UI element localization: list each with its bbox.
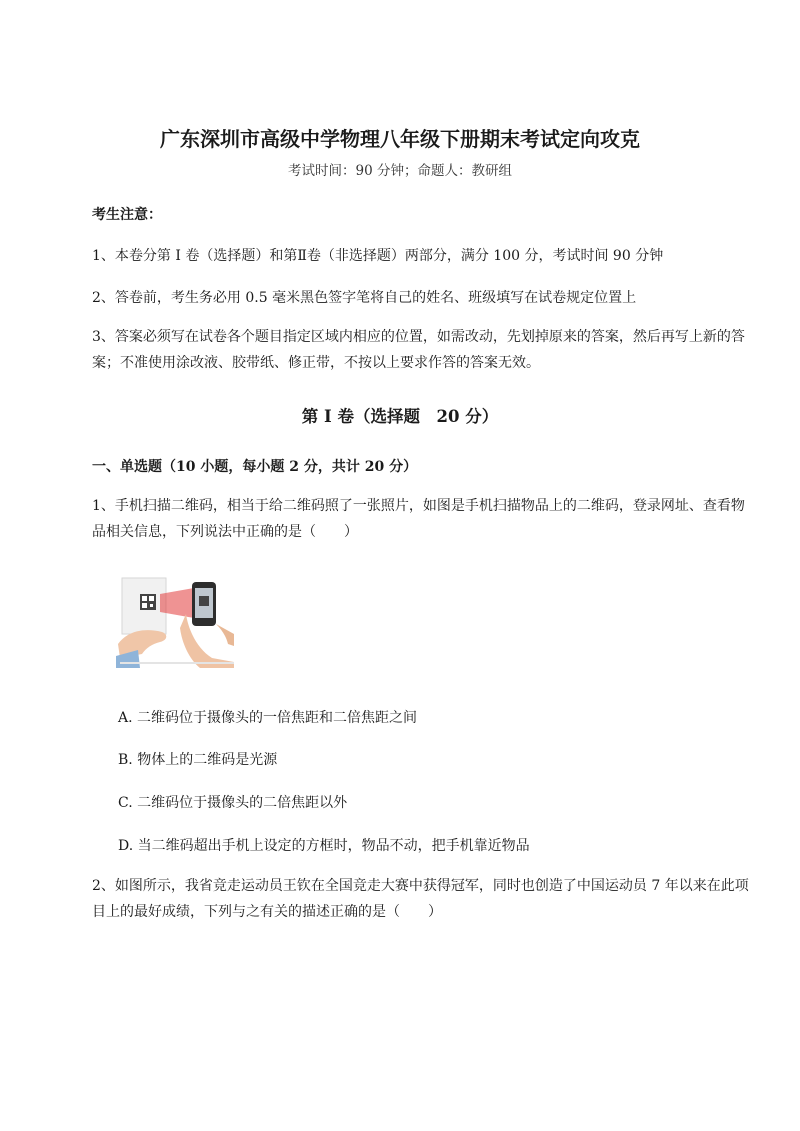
section-heading: 第 I 卷（选择题 20 分）	[301, 407, 499, 426]
question-1-stem: 1、手机扫描二维码，相当于给二维码照了一张照片，如图是手机扫描物品上的二维码，登录网址、查看物品相关信息，下列说法中正确的是（ ）	[92, 498, 745, 540]
notice-item-1: 1、本卷分第 I 卷（选择题）和第Ⅱ卷（非选择题）两部分，满分 100 分，考试时间 90 分钟	[92, 248, 664, 264]
exam-title: 广东深圳市高级中学物理八年级下册期末考试定向攻克	[160, 127, 640, 151]
notice-item-2: 2、答卷前，考生务必用 0.5 毫米黑色签字笔将自己的姓名、班级填写在试卷规定位置上	[92, 290, 637, 306]
question-1-option-b[interactable]: B. 物体上的二维码是光源	[118, 752, 278, 768]
question-1-option-c[interactable]: C. 二维码位于摄像头的二倍焦距以外	[118, 795, 348, 811]
question-1-option-a[interactable]: A. 二维码位于摄像头的一倍焦距和二倍焦距之间	[118, 710, 418, 726]
notice-heading: 考生注意：	[92, 207, 162, 223]
notice-item-3: 3、答案必须写在试卷各个题目指定区域内相应的位置，如需改动，先划掉原来的答案，然后再写上新的答案；不准使用涂改液、胶带纸、修正带，不按以上要求作答的答案无效。	[92, 329, 745, 371]
qr-scan-illustration	[116, 574, 236, 668]
question-1-option-d[interactable]: D. 当二维码超出手机上设定的方框时，物品不动，把手机靠近物品	[118, 838, 530, 854]
question-2-stem: 2、如图所示，我省竞走运动员王钦在全国竞走大赛中获得冠军，同时也创造了中国运动员 7 年以来在此项目上的最好成绩，下列与之有关的描述正确的是（ ）	[92, 878, 749, 920]
part-heading: 一、单选题（10 小题，每小题 2 分，共计 20 分）	[92, 459, 418, 475]
exam-subtitle: 考试时间：90 分钟；命题人：教研组	[288, 163, 512, 179]
